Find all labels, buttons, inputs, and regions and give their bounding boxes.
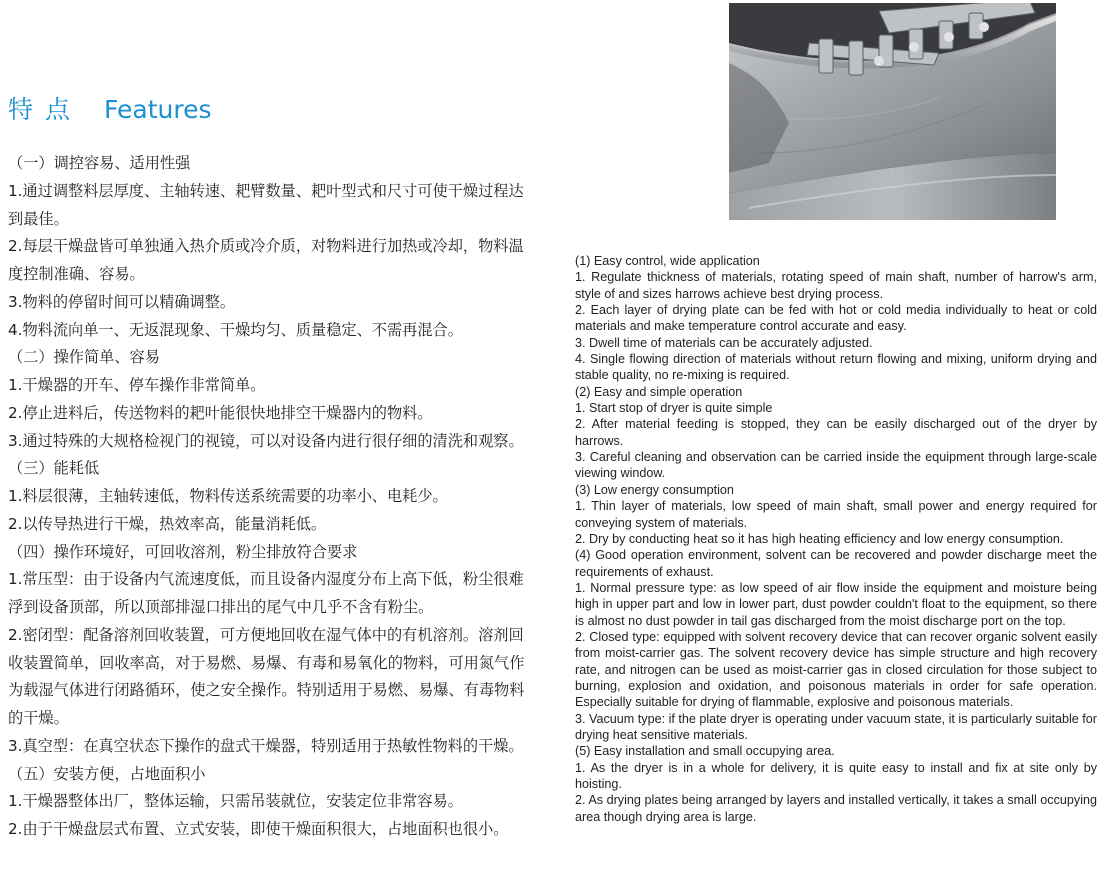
cn-line: 2.以传导热进行干燥，热效率高，能量消耗低。 (8, 514, 327, 533)
en-paragraph: 4. Single flowing direction of materials without return flowing and mixing, uniform drying and stable quality, no re-mixing is required. (575, 352, 1097, 383)
cn-line: 1.干燥器的开车、停车操作非常简单。 (8, 376, 266, 394)
cn-line: 为载湿气体进行闭路循环，使之安全操作。特别适用于易燃、易爆、有毒物料 (8, 681, 525, 700)
en-paragraph: 1. Regulate thickness of materials, rotating speed of main shaft, number of harrow's arm, style of and sizes harrows achieve best drying process. (575, 270, 1097, 301)
cn-line: 的干燥。 (8, 709, 69, 727)
en-paragraph: 3. Dwell time of materials can be accurately adjusted. (575, 335, 873, 350)
cn-line: （五）安装方便，占地面积小 (8, 764, 206, 783)
en-paragraph: 1. Start stop of dryer is quite simple (575, 401, 773, 416)
cn-line: 3.物料的停留时间可以精确调整。 (8, 292, 236, 311)
page-title-english: Features (104, 95, 212, 124)
en-paragraph: (1) Easy control, wide application (575, 254, 760, 268)
cn-line: 2.由于干燥盘层式布置、立式安装，即使干燥面积很大，占地面积也很小。 (8, 820, 509, 838)
cn-line: 1.料层很薄，主轴转速低，物料传送系统需要的功率小、电耗少。 (8, 487, 448, 505)
cn-line: 4.物料流向单一、无返混现象、干燥均匀、质量稳定、不需再混合。 (8, 320, 463, 339)
cn-line: （一）调控容易、适用性强 (8, 154, 191, 172)
page-title-chinese: 特点 (8, 95, 83, 124)
cn-line: 3.真空型：在真空状态下操作的盘式干燥器，特别适用于热敏性物料的干燥。 (8, 736, 524, 755)
chinese-feature-list (8, 150, 560, 844)
cn-line: 2.停止进料后，传送物料的耙叶能很快地排空干燥器内的物料。 (8, 403, 433, 422)
cn-line: 度控制准确、容易。 (8, 265, 145, 283)
cn-line: 1.干燥器整体出厂，整体运输，只需吊装就位，安装定位非常容易。 (8, 792, 463, 811)
cn-line: （三）能耗低 (8, 459, 100, 478)
cn-line: （二）操作简单、容易 (8, 348, 160, 367)
en-paragraph: (2) Easy and simple operation (575, 384, 743, 399)
en-paragraph: (4) Good operation environment, solvent can be recovered and powder discharge meet the requirements of exhaust. (575, 548, 1097, 579)
en-paragraph: 3. Vacuum type: if the plate dryer is operating under vacuum state, it is particularly suitable for drying heat sensitive materials. (575, 711, 1097, 742)
cn-line: 2.每层干燥盘皆可单独通入热介质或冷介质，对物料进行加热或冷却，物料温 (8, 237, 524, 256)
cn-line: 收装置简单，回收率高，对于易燃、易爆、有毒和易氧化的物料，可用氮气作 (8, 653, 525, 672)
en-paragraph: 2. As drying plates being arranged by layers and installed vertically, it takes a small occupying area though drying area is large. (575, 793, 1097, 824)
en-paragraph: 1. Thin layer of materials, low speed of main shaft, small power and energy required for conveying system of materials. (575, 499, 1097, 530)
en-paragraph: 2. Dry by conducting heat so it has high heating efficiency and low energy consumption. (575, 531, 1064, 546)
english-feature-list (575, 253, 1097, 825)
en-paragraph: 1. As the dryer is in a whole for delivery, it is quite easy to install and fix at site only by hoisting. (575, 760, 1097, 791)
cn-line: 2.密闭型：配备溶剂回收装置，可方便地回收在湿气体中的有机溶剂。溶剂回 (8, 625, 524, 644)
en-paragraph: 2. Closed type: equipped with solvent recovery device that can recover organic solvent easily from moist-carrier gas. The solvent recovery device has simple structure and high recovery rate, and nitrogen can be used as moist-carrier gas in closed circulation for those subject to burning, explosion and oxidation, and poisonous materials in order for safe operation. Especially suitable for drying of flammable, explosive and poisonous materials. (575, 629, 1097, 710)
en-paragraph: 2. After material feeding is stopped, they can be easily discharged out of the dryer by harrows. (575, 417, 1097, 448)
en-paragraph: (3) Low energy consumption (575, 482, 734, 497)
en-paragraph: 3. Careful cleaning and observation can be carried inside the equipment through large-scale viewing window. (575, 450, 1097, 481)
en-paragraph: 1. Normal pressure type: as low speed of air flow inside the equipment and moisture being high in upper part and low in lower part, dust powder couldn't float to the equipment, so there is almost no dust powder in tail gas discharged from the moist discharge port on the top. (575, 580, 1097, 628)
cn-line: 1.常压型：由于设备内气流速度低，而且设备内湿度分布上高下低，粉尘很难 (8, 570, 524, 589)
drying-plate-harrow-photo (729, 3, 1056, 220)
cn-line: 到最佳。 (8, 209, 69, 228)
cn-line: 浮到设备顶部，所以顶部排湿口排出的尾气中几乎不含有粉尘。 (8, 598, 434, 616)
cn-line: 1.通过调整料层厚度、主轴转速、耙臂数量、耙叶型式和尺寸可使干燥过程达 (8, 181, 524, 200)
page-title (8, 94, 212, 126)
cn-line: （四）操作环境好，可回收溶剂，粉尘排放符合要求 (8, 542, 358, 561)
en-paragraph: (5) Easy installation and small occupying area. (575, 744, 835, 759)
en-paragraph: 2. Each layer of drying plate can be fed with hot or cold media individually to heat or cold materials and make temperature control accurate and easy. (575, 303, 1097, 334)
cn-line: 3.通过特殊的大规格检视门的视镜，可以对设备内进行很仔细的清洗和观察。 (8, 431, 524, 450)
